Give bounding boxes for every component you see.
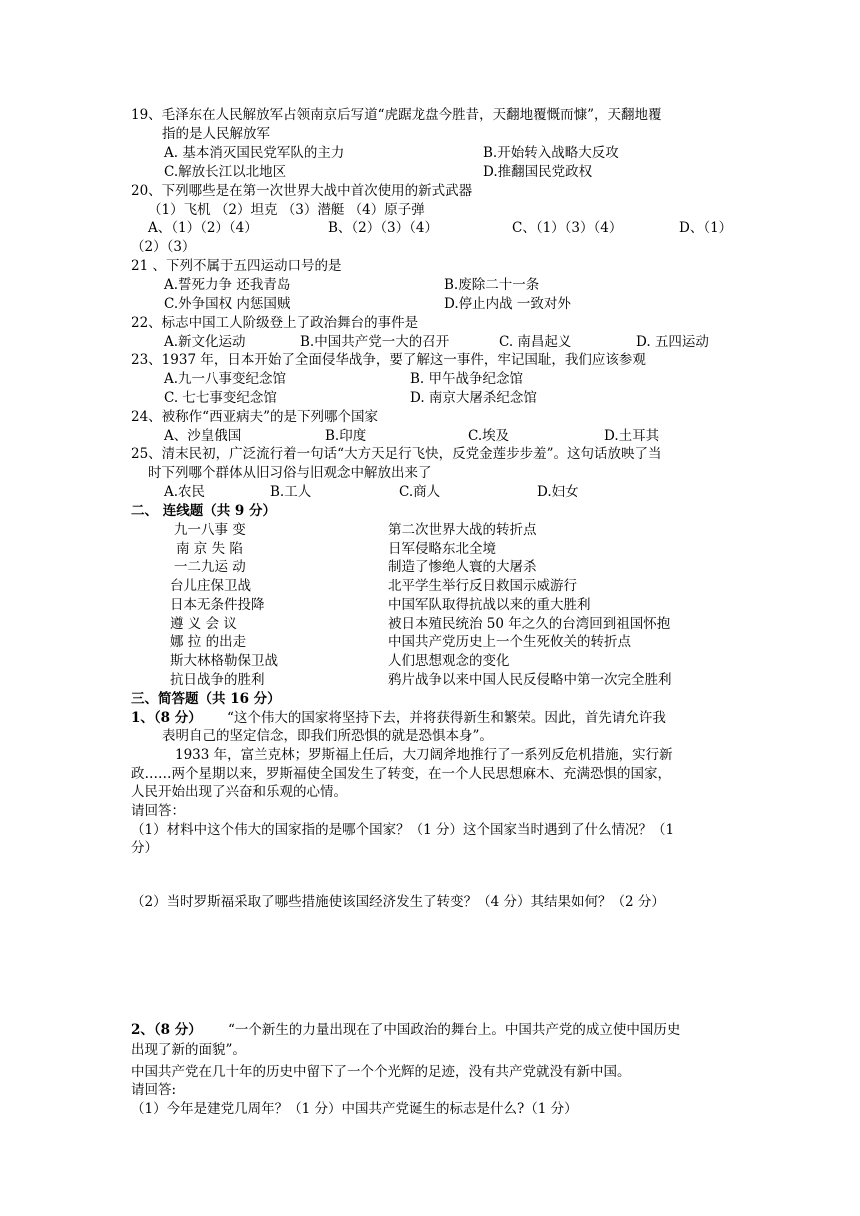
q23-option-d: D. 南京大屠杀纪念馆 bbox=[410, 390, 537, 406]
match-left-item: 一二九运 动 bbox=[174, 559, 246, 575]
match-left-item: 娜 拉 的出走 bbox=[170, 634, 247, 650]
match-right-item: 鸦片战争以来中国人民反侵略中第一次完全胜利 bbox=[388, 672, 672, 688]
q21-option-b: B.废除二十一条 bbox=[444, 277, 540, 293]
q20-option-b: B、（2）（3）（4） bbox=[328, 220, 438, 236]
q24-option-d: D.土耳其 bbox=[604, 428, 660, 444]
q25-option-c: C.商人 bbox=[399, 484, 441, 500]
q20-option-a: A、（1）（2）（4） bbox=[148, 220, 258, 236]
match-left-item: 遵 义 会 议 bbox=[170, 616, 237, 632]
q1-material-line3: 人民开始出现了兴奋和乐观的心情。 bbox=[131, 784, 347, 800]
match-right-item: 北平学生举行反日救国示威游行 bbox=[388, 578, 577, 594]
section2-heading: 二、 连线题（共 9 分） bbox=[131, 503, 276, 519]
q21-stem: 21 、下列不属于五四运动口号的是 bbox=[131, 258, 342, 274]
match-left-item: 日本无条件投降 bbox=[170, 597, 265, 613]
q22-stem: 22、标志中国工人阶级登上了政治舞台的事件是 bbox=[131, 315, 419, 331]
q23-option-c: C. 七七事变纪念馆 bbox=[164, 390, 277, 406]
q23-option-a: A.九一八事变纪念馆 bbox=[164, 371, 287, 387]
match-left-item: 九一八事 变 bbox=[174, 522, 246, 538]
q24-option-c: C.埃及 bbox=[468, 428, 510, 444]
match-right-item: 制造了惨绝人寰的大屠杀 bbox=[388, 559, 537, 575]
q1-sub1-line1: （1）材料中这个伟大的国家指的是哪个国家？（1 分）这个国家当时遇到了什么情况？（1 bbox=[131, 822, 675, 838]
match-left-item: 南 京 失 陷 bbox=[176, 541, 243, 557]
q24-option-a: A、沙皇俄国 bbox=[164, 428, 242, 444]
q20-option-d-cont: （2）（3） bbox=[131, 239, 196, 255]
match-right-item: 日军侵略东北全境 bbox=[388, 541, 496, 557]
q19-option-c: C.解放长江以北地区 bbox=[164, 164, 287, 180]
q22-option-a: A.新文化运动 bbox=[164, 334, 246, 350]
q25-stem-line2: 时下列哪个群体从旧习俗与旧观念中解放出来了 bbox=[148, 465, 432, 481]
q1-material-line1: 1933 年，富兰克林；罗斯福上任后，大刀阔斧地推行了一系列反危机措施，实行新 bbox=[175, 747, 673, 763]
q25-stem-line1: 25、清末民初，广泛流行着一句话“大方天足行飞快，反党金莲步步羞”。这句话放映了当 bbox=[131, 446, 662, 462]
q1-sub2: （2）当时罗斯福采取了哪些措施使该国经济发生了转变？（4 分）其结果如何？（2 分） bbox=[131, 894, 665, 910]
q22-option-d: D. 五四运动 bbox=[636, 334, 709, 350]
q20-option-d: D、（1） bbox=[679, 220, 733, 236]
q21-option-c: C.外争国权 内惩国贼 bbox=[164, 296, 291, 312]
q22-option-c: C. 南昌起义 bbox=[499, 334, 572, 350]
q20-stem: 20、下列哪些是在第一次世界大战中首次使用的新式武器 bbox=[131, 183, 473, 199]
q2-ask: 请回答: bbox=[131, 1082, 177, 1098]
q20-items: （1）飞机 （2）坦克 （3）潜艇 （4）原子弹 bbox=[148, 202, 425, 218]
q1-quote-line1: “这个伟大的国家将坚持下去，并将获得新生和繁荣。因此，首先请允许我 bbox=[227, 710, 666, 726]
match-right-item: 第二次世界大战的转折点 bbox=[388, 522, 537, 538]
match-right-item: 中国共产党历史上一个生死攸关的转折点 bbox=[388, 634, 631, 650]
q24-option-b: B.印度 bbox=[325, 428, 367, 444]
match-left-item: 台儿庄保卫战 bbox=[170, 578, 251, 594]
match-right-item: 人们思想观念的变化 bbox=[388, 653, 510, 669]
match-left-item: 抗日战争的胜利 bbox=[170, 672, 265, 688]
q23-option-b: B. 甲午战争纪念馆 bbox=[410, 371, 524, 387]
q20-option-c: C、（1）（3）（4） bbox=[512, 220, 623, 236]
match-right-item: 被日本殖民统治 50 年之久的台湾回到祖国怀抱 bbox=[388, 616, 671, 632]
q1-number: 1、（8 分） bbox=[131, 710, 202, 726]
q2-quote-line1: “一个新生的力量出现在了中国政治的舞台上。中国共产党的成立使中国历史 bbox=[228, 1022, 681, 1038]
section3-heading: 三、简答题（共 16 分） bbox=[131, 691, 281, 707]
q19-option-d: D.推翻国民党政权 bbox=[483, 164, 593, 180]
q19-option-b: B.开始转入战略大反攻 bbox=[483, 145, 619, 161]
q19-option-a: A. 基本消灭国民党军队的主力 bbox=[164, 145, 345, 161]
q2-material: 中国共产党在几十年的历史中留下了一个个光辉的足迹，没有共产党就没有新中国。 bbox=[131, 1064, 631, 1080]
q19-stem-line2: 指的是人民解放军 bbox=[162, 126, 270, 142]
q2-sub1: （1）今年是建党几周年？（1 分）中国共产党诞生的标志是什么?（1 分） bbox=[131, 1101, 578, 1117]
q1-sub1-line2: 分） bbox=[131, 840, 158, 856]
q24-stem: 24、被称作“西亚病夫”的是下列哪个国家 bbox=[131, 409, 378, 425]
match-left-item: 斯大林格勒保卫战 bbox=[170, 653, 278, 669]
q2-number: 2、（8 分） bbox=[131, 1022, 202, 1038]
q1-quote-line2: 表明自己的坚定信念，即我们所恐惧的就是恐惧本身”。 bbox=[162, 728, 493, 744]
q19-stem-line1: 19、毛泽东在人民解放军占领南京后写道“虎踞龙盘今胜昔，天翻地覆慨而慷”，天翻地覆 bbox=[131, 107, 662, 123]
q22-option-b: B.中国共产党一大的召开 bbox=[300, 334, 450, 350]
q1-material-line2: 政……两个星期以来，罗斯福使全国发生了转变，在一个人民思想麻木、充满恐惧的国家， bbox=[131, 766, 671, 782]
q2-quote-line2: 出现了新的面貌”。 bbox=[131, 1042, 246, 1058]
match-right-item: 中国军队取得抗战以来的重大胜利 bbox=[388, 597, 591, 613]
q25-option-d: D.妇女 bbox=[537, 484, 579, 500]
q21-option-a: A.誓死力争 还我青岛 bbox=[164, 277, 291, 293]
q21-option-d: D.停止内战 一致对外 bbox=[444, 296, 571, 312]
q25-option-a: A.农民 bbox=[164, 484, 206, 500]
q23-stem: 23、1937 年，日本开始了全面侵华战争，要了解这一事件，牢记国耻，我们应该参观 bbox=[131, 352, 646, 368]
q1-ask: 请回答： bbox=[131, 803, 185, 819]
q25-option-b: B.工人 bbox=[270, 484, 312, 500]
